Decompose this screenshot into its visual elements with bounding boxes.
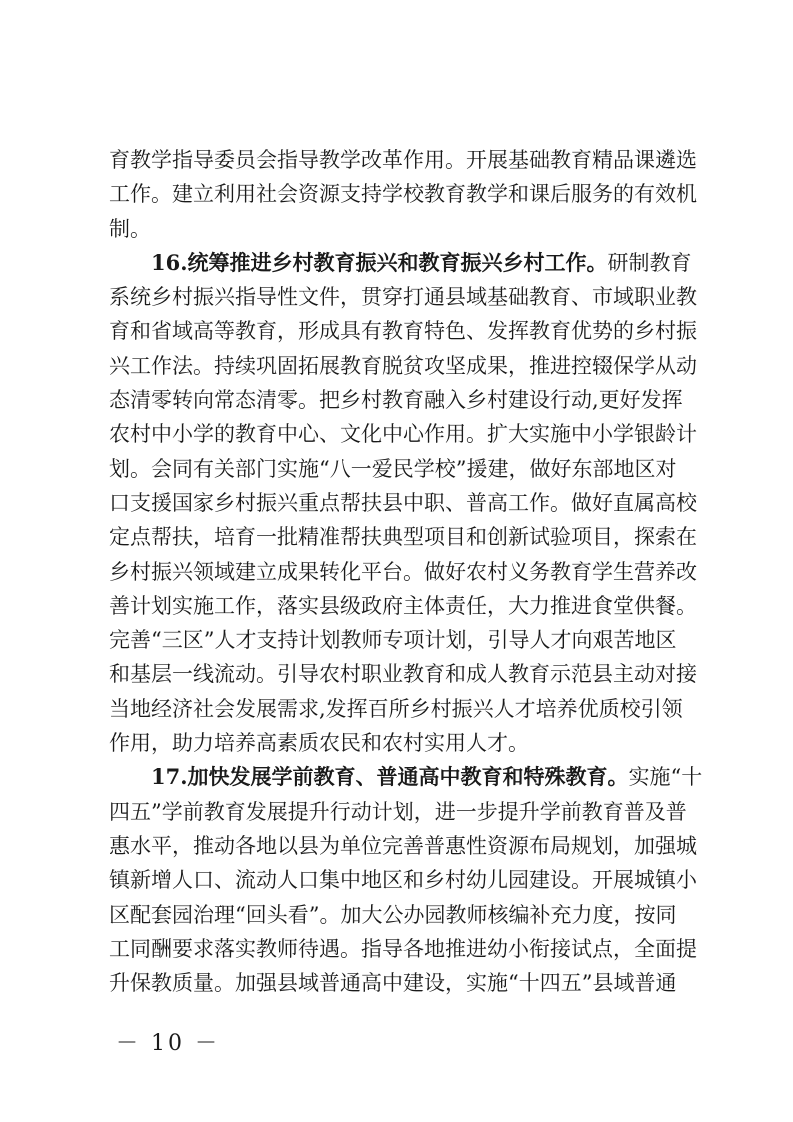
text-line: 制。: [109, 216, 151, 241]
text-line: 工同酬要求落实教师待遇。指导各地推进幼小衔接试点，全面提: [109, 936, 697, 961]
text-run: 实施“十: [628, 765, 703, 790]
text-line: 和基层一线流动。引导农村职业教育和成人教育示范县主动对接: [109, 662, 697, 687]
text-line: 系统乡村振兴指导性文件，贯穿打通县域基础教育、市域职业教: [109, 285, 697, 310]
text-line: 完善“三区”人才支持计划教师专项计划，引导人才向艰苦地区: [109, 628, 677, 653]
text-line: 乡村振兴领域建立成果转化平台。做好农村义务教育学生营养改: [109, 559, 697, 584]
text-run: 研制教育: [607, 250, 692, 275]
text-line: 惠水平，推动各地以县为单位完善普惠性资源布局规划，加强城: [109, 833, 697, 858]
text-line: 当地经济社会发展需求,发挥百所乡村振兴人才培养优质校引领: [109, 696, 683, 721]
text-line: 育教学指导委员会指导教学改革作用。开展基础教育精品课遴选: [109, 148, 697, 172]
section-16-heading: 16.统筹推进乡村教育振兴和教育振兴乡村工作。: [151, 249, 608, 275]
text-line: 善计划实施工作，落实县级政府主体责任，大力推进食堂供餐。: [109, 593, 697, 618]
paragraph-17-first-line: [109, 760, 703, 794]
text-line: 口支援国家乡村振兴重点帮扶县中职、普高工作。做好直属高校: [109, 490, 697, 515]
text-line: 兴工作法。持续巩固拓展教育脱贫攻坚成果，推进控辍保学从动: [109, 353, 697, 378]
section-17-heading: 17.加快发展学前教育、普通高中教育和特殊教育。: [151, 764, 629, 790]
text-line: 工作。建立利用社会资源支持学校教育教学和课后服务的有效机: [109, 182, 697, 207]
page-number: － 10 －: [116, 1031, 220, 1056]
text-line: 定点帮扶，培育一批精准帮扶典型项目和创新试验项目，探索在: [109, 525, 697, 550]
text-line: 育和省域高等教育，形成具有教育特色、发挥教育优势的乡村振: [109, 319, 697, 344]
text-line: 升保教质量。加强县域普通高中建设，实施“十四五”县域普通: [109, 971, 677, 996]
text-line: 四五”学前教育发展提升行动计划，进一步提升学前教育普及普: [109, 799, 687, 824]
text-line: 作用，助力培养高素质农民和农村实用人才。: [109, 731, 529, 756]
text-line: 区配套园治理“回头看”。加大公办园教师核编补充力度，按同: [109, 902, 677, 927]
paragraph-16-first-line: [109, 246, 692, 280]
text-line: 划。会同有关部门实施“八一爱民学校”援建，做好东部地区对: [109, 456, 677, 481]
text-line: 镇新增人口、流动人口集中地区和乡村幼儿园建设。开展城镇小: [109, 868, 697, 893]
text-line: 态清零转向常态清零。把乡村教育融入乡村建设行动,更好发挥: [109, 388, 683, 413]
document-body: [109, 143, 703, 1000]
text-line: 农村中小学的教育中心、文化中心作用。扩大实施中小学银龄计: [109, 422, 697, 447]
